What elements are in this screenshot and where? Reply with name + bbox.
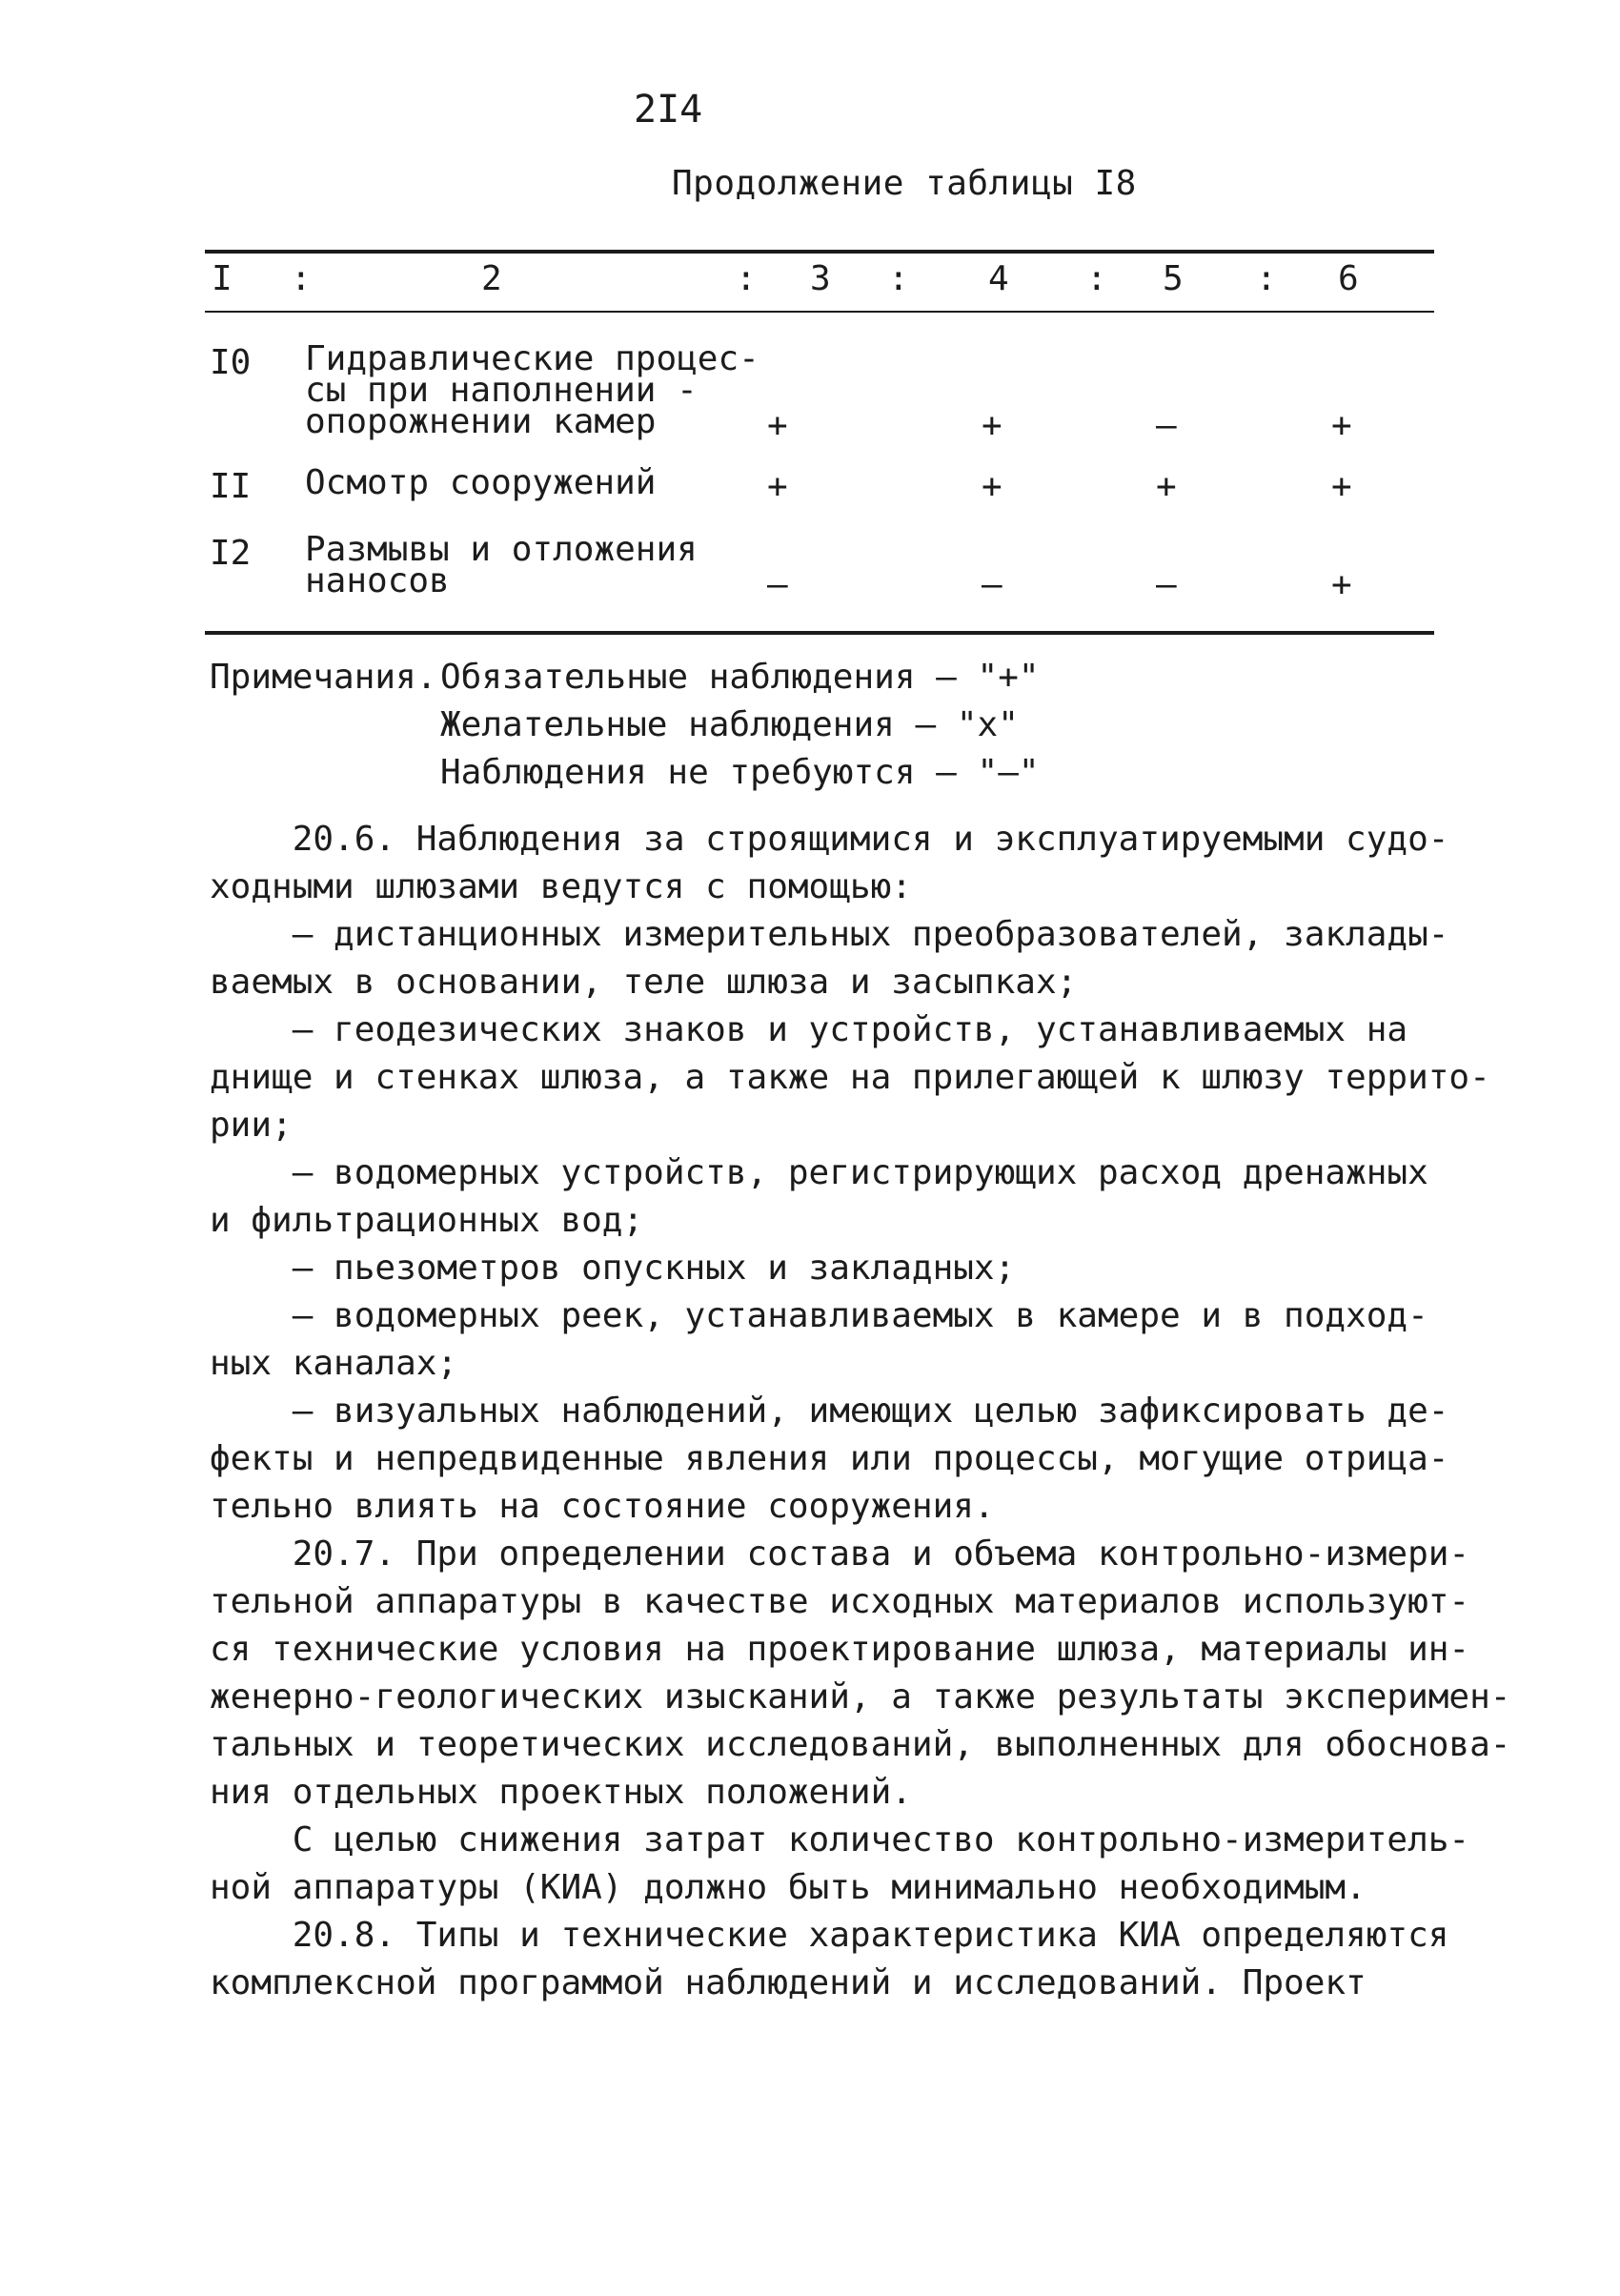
body-line: тельной аппаратуры в качестве исходных материалов используют- [210, 1582, 1470, 1621]
body-line: ся технические условия на проектирование шлюза, материалы ин- [210, 1630, 1470, 1669]
body-line: тельно влиять на состояние сооружения. [210, 1487, 995, 1526]
table-caption: Продолжение таблицы I8 [672, 164, 1137, 203]
mark-col-5: – [1156, 565, 1177, 604]
body-line: фекты и непредвиденные явления или процессы, могущие отрица- [210, 1439, 1449, 1478]
row-text-line: Размывы и отложения [305, 530, 698, 569]
row-number: II [210, 467, 252, 506]
row-text-line: Гидравлические процес- [305, 339, 759, 378]
body-line: ных каналах; [210, 1344, 458, 1383]
body-line: и фильтрационных вод; [210, 1201, 644, 1240]
table-bottom-rule [205, 631, 1434, 635]
row-text-line: Осмотр сооружений [305, 463, 657, 502]
mark-col-3: + [767, 406, 788, 445]
header-separator: : [291, 259, 312, 298]
note-line: Обязательные наблюдения – "+" [440, 658, 1040, 697]
mark-col-5: + [1156, 467, 1177, 506]
note-line: Желательные наблюдения – "x" [440, 705, 1019, 744]
header-separator: : [1256, 259, 1277, 298]
row-number: I2 [210, 534, 252, 573]
body-line: рии; [210, 1106, 293, 1145]
table-header-rule [205, 311, 1434, 313]
mark-col-4: – [982, 565, 1002, 604]
header-col-2: 2 [481, 259, 502, 298]
body-line: С целью снижения затрат количество контрольно-измеритель- [210, 1820, 1470, 1859]
mark-col-3: + [767, 467, 788, 506]
mark-col-6: + [1331, 406, 1352, 445]
body-line: ваемых в основании, теле шлюза и засыпках; [210, 963, 1078, 1002]
body-line: 20.8. Типы и технические характеристика КИА определяются [210, 1916, 1449, 1955]
row-text-line: наносов [305, 561, 450, 600]
body-line: 20.6. Наблюдения за строящимися и эксплуатируемыми судо- [210, 820, 1449, 859]
mark-col-4: + [982, 467, 1002, 506]
header-col-5: 5 [1163, 259, 1184, 298]
header-separator: : [1086, 259, 1107, 298]
header-separator: : [736, 259, 757, 298]
body-line: днище и стенках шлюза, а также на прилегающей к шлюзу террито- [210, 1058, 1490, 1097]
body-line: женерно-геологических изысканий, а также результаты эксперимен- [210, 1677, 1511, 1717]
body-line: – водомерных реек, устанавливаемых в камере и в подход- [210, 1296, 1428, 1335]
row-text-line: опорожнении камер [305, 402, 657, 441]
body-line: тальных и теоретических исследований, выполненных для обоснова- [210, 1725, 1511, 1764]
body-line: ной аппаратуры (КИА) должно быть минимально необходимым. [210, 1868, 1367, 1907]
page-number: 2I4 [634, 88, 703, 132]
mark-col-5: – [1156, 406, 1177, 445]
mark-col-6: + [1331, 467, 1352, 506]
body-line: – визуальных наблюдений, имеющих целью зафиксировать де- [210, 1392, 1449, 1431]
notes-label: Примечания. [210, 658, 437, 697]
body-line: – пьезометров опускных и закладных; [210, 1249, 1016, 1288]
header-col-4: 4 [988, 259, 1009, 298]
body-line: комплексной программой наблюдений и исследований. Проект [210, 1963, 1367, 2002]
body-line: ния отдельных проектных положений. [210, 1773, 912, 1812]
mark-col-4: + [982, 406, 1002, 445]
note-line: Наблюдения не требуются – "–" [440, 753, 1040, 792]
mark-col-3: – [767, 565, 788, 604]
header-col-6: 6 [1338, 259, 1359, 298]
body-line: – геодезических знаков и устройств, устанавливаемых на [210, 1010, 1408, 1049]
header-col-1: I [212, 259, 233, 298]
mark-col-6: + [1331, 565, 1352, 604]
header-separator: : [888, 259, 909, 298]
body-line: – дистанционных измерительных преобразователей, заклады- [210, 915, 1449, 954]
body-line: 20.7. При определении состава и объема контрольно-измери- [210, 1534, 1470, 1574]
row-number: I0 [210, 343, 252, 382]
header-col-3: 3 [810, 259, 831, 298]
body-line: ходными шлюзами ведутся с помощью: [210, 867, 912, 906]
table-top-rule [205, 250, 1434, 254]
row-text-line: сы при наполнении - [305, 371, 698, 410]
body-line: – водомерных устройств, регистрирующих расход дренажных [210, 1153, 1428, 1192]
